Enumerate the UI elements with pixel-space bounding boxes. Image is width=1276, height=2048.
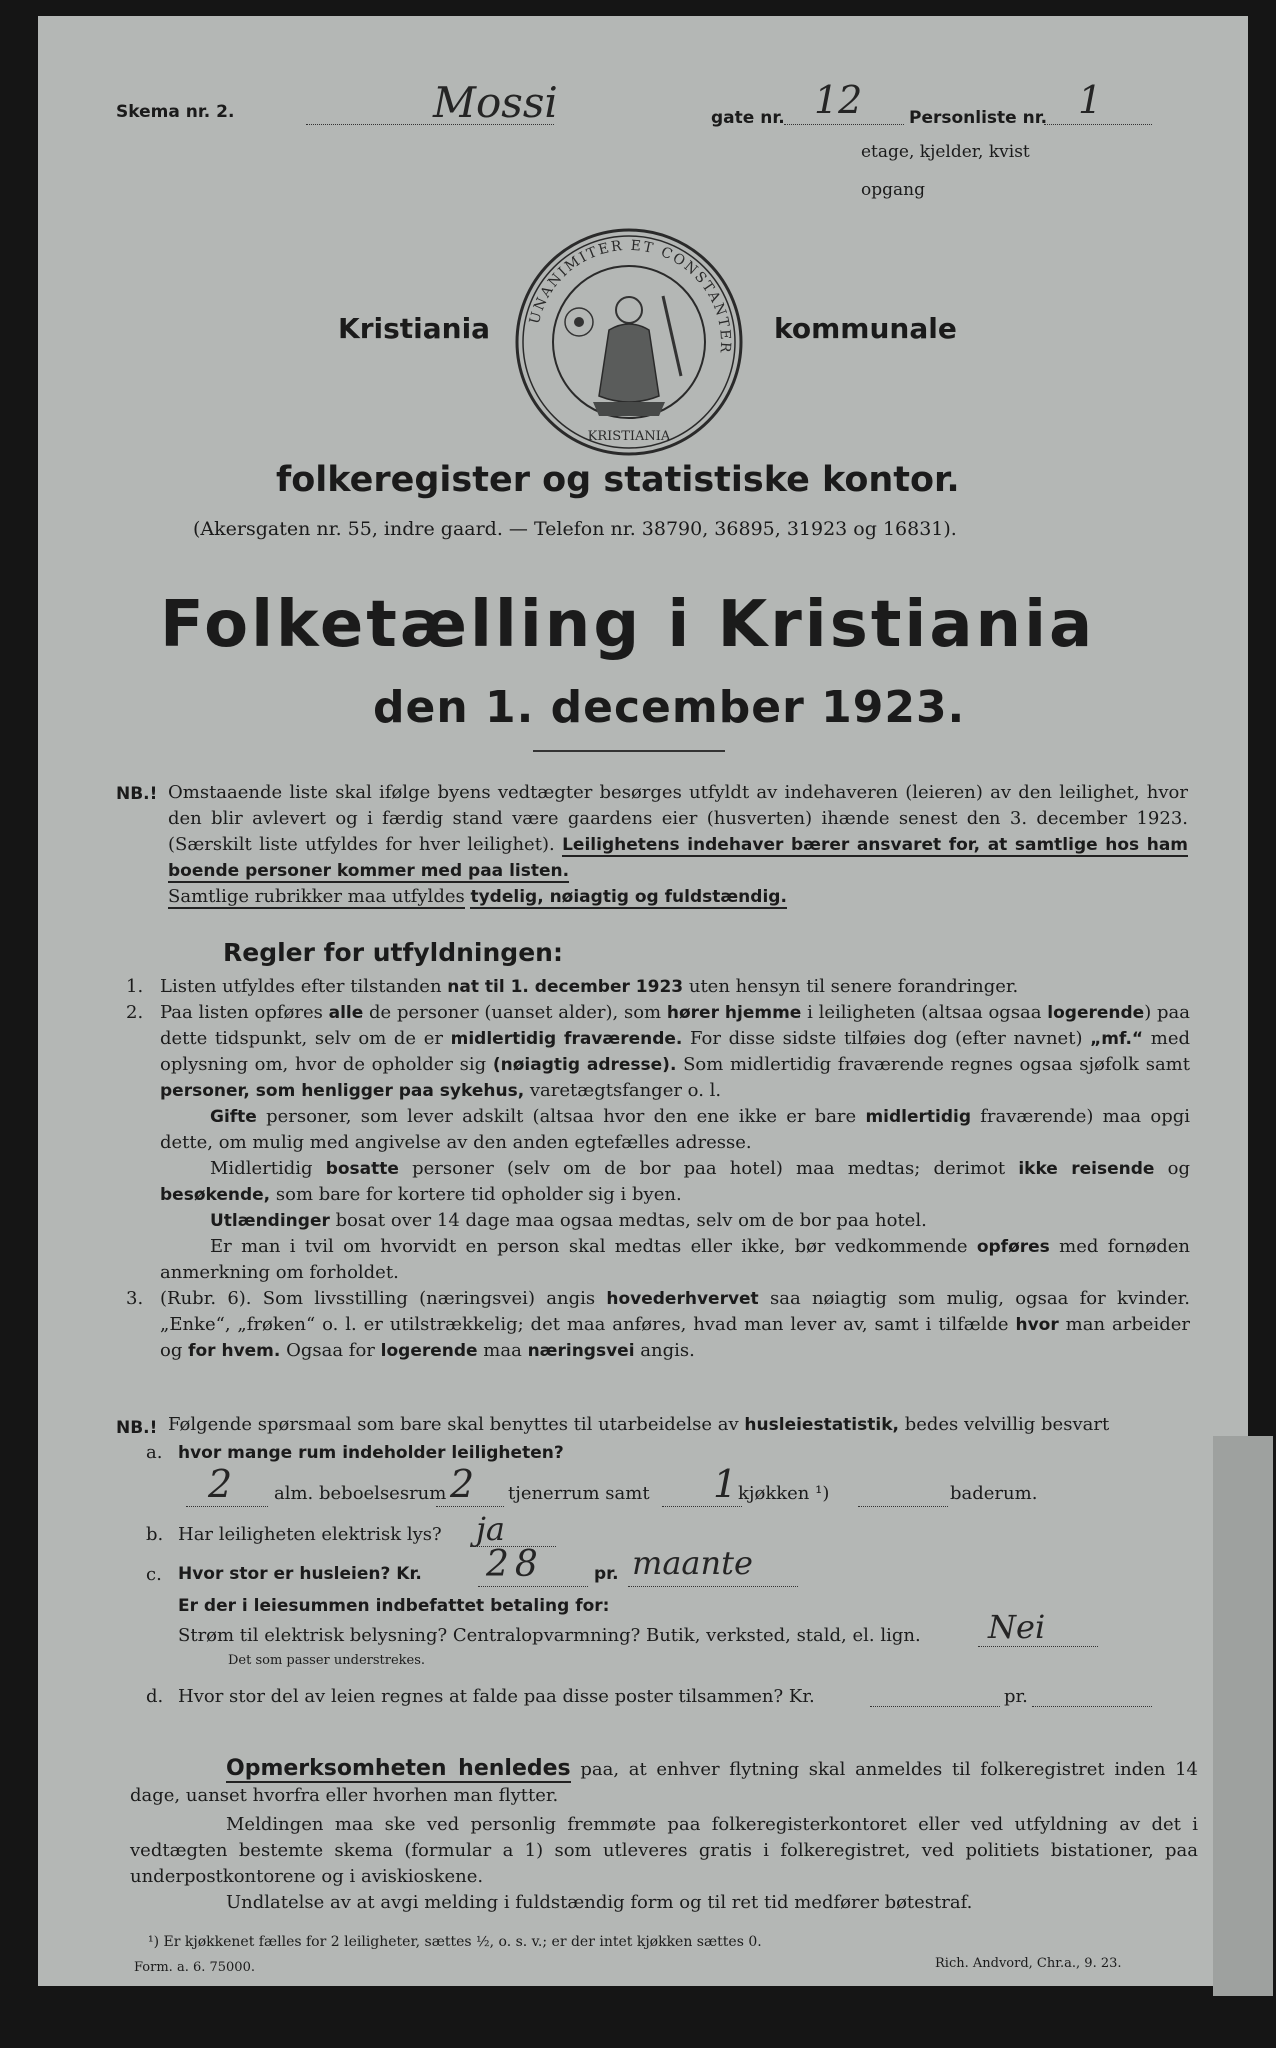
nb2-bold: husleiestatistik, bbox=[744, 1415, 899, 1435]
gate-number: 12 bbox=[814, 78, 863, 122]
utlaendinger-text: bosat over 14 dage maa ogsaa medtas, selv om de bor paa hotel. bbox=[335, 1210, 927, 1231]
etage-label: etage, kjelder, kvist bbox=[861, 142, 1030, 162]
q-c-sub: Er der i leiesummen indbefattet betaling for: bbox=[178, 1596, 610, 1616]
rule-3-bold-h: logerende bbox=[380, 1341, 478, 1361]
gifte-bold-2: midlertidig bbox=[865, 1107, 972, 1127]
notice-text-1: paa, at enhver flytning skal anmeldes til folkeregistret inden 14 dage, uanset hvorfra eller hvorhen man flytter. bbox=[130, 1759, 1198, 1806]
rule-2-text-o: varetægtsfanger o. l. bbox=[529, 1080, 722, 1101]
rule-3-bold-d: hvor bbox=[1015, 1315, 1059, 1335]
census-date: den 1. december 1923. bbox=[373, 682, 966, 733]
office-name: folkeregister og statistiske kontor. bbox=[276, 460, 960, 500]
q-d-per-line bbox=[1032, 1706, 1152, 1707]
rule-3-text-e: man arbeider og bbox=[160, 1314, 1190, 1361]
rule-3-text-a: (Rubr. 6). Som livsstilling (næringsvei) angis bbox=[160, 1288, 596, 1309]
notice-p3: Undlatelse av at avgi melding i fuldstændig form og til ret tid medfører bøtestraf. bbox=[226, 1892, 973, 1913]
rule-2-bold-d: hører hjemme bbox=[666, 1003, 802, 1023]
rule-2-bold-j: „mf.“ bbox=[1090, 1029, 1144, 1049]
rule-2-text-c: de personer (uanset alder), som bbox=[369, 1002, 662, 1023]
rooms-label: alm. beboelsesrum bbox=[274, 1483, 447, 1504]
rule-3-bold-b: hovederhvervet bbox=[606, 1289, 759, 1309]
period-line bbox=[628, 1586, 798, 1587]
gate-line bbox=[784, 124, 904, 125]
rule-2-text-g: ) paa dette tidspunkt, selv om de er bbox=[160, 1002, 1190, 1049]
kristiania-word: Kristiania bbox=[338, 312, 491, 345]
q-c-letter: c. bbox=[146, 1564, 162, 1585]
city-seal-icon bbox=[513, 226, 745, 458]
q-c-note: Det som passer understrekes. bbox=[228, 1653, 426, 1668]
nb1-text2: Samtlige rubrikker maa utfyldes bbox=[168, 886, 465, 907]
q-c-items: Strøm til elektrisk belysning? Centralopvarmning? Butik, verksted, stald, el. lign. bbox=[178, 1625, 921, 1646]
rule-3-text-k: angis. bbox=[640, 1340, 695, 1361]
midlertidig-text-3: som bare for kortere tid opholder sig i byen. bbox=[275, 1184, 682, 1205]
midlertidig-text-2: personer (selv om de bor paa hotel) maa medtas; derimot bbox=[412, 1158, 1006, 1179]
midlertidig-text: Midlertidig bbox=[210, 1158, 313, 1179]
rule-1 bbox=[160, 974, 1190, 1000]
personliste-line bbox=[1044, 124, 1152, 125]
nb1-text: Omstaaende liste skal ifølge byens vedtægter besørges utfyldt av indehaveren (leieren) av den leilighet, hvor den blir avlevert og i færdig stand være gaardens eier (husverten) ihænde senest den 3. december 1923. (Særskilt liste utfyldes for hver leilighet). bbox=[168, 782, 1188, 855]
rule-1-number: 1. bbox=[126, 976, 144, 997]
utlaendinger-bold: Utlændinger bbox=[210, 1211, 330, 1231]
notice-p1 bbox=[130, 1756, 1198, 1809]
notice-p2: Meldingen maa ske ved personlig fremmøte paa folkeregisterkontoret eller ved utfyldning av det i vedtægten bestemte skema (formular a 1) som utleveres gratis i folkeregistret, ved politiets bistationer, paa underpostkontorene og i aviskioskene. bbox=[130, 1814, 1198, 1887]
rule-2-text-i: For disse sidste tilføies dog (efter navnet) bbox=[690, 1028, 1083, 1049]
footnote: ¹) Er kjøkkenet fælles for 2 leiligheter, sættes ½, o. s. v.; er der intet kjøkken sættes 0. bbox=[148, 1934, 762, 1950]
q-b-letter: b. bbox=[146, 1524, 164, 1545]
nb2-text-c: bedes velvillig besvart bbox=[904, 1414, 1110, 1435]
gate-label: gate nr. bbox=[711, 108, 785, 128]
q-c-answer-line bbox=[978, 1646, 1098, 1647]
census-form bbox=[38, 16, 1248, 1986]
besokende-bold: besøkende, bbox=[160, 1185, 271, 1205]
og-text: og bbox=[1167, 1158, 1190, 1179]
q-a-letter: a. bbox=[146, 1442, 163, 1463]
rule-2-text-e: i leiligheten (altsaa ogsaa bbox=[807, 1002, 1042, 1023]
q-b-text: Har leiligheten elektrisk lys? bbox=[178, 1524, 442, 1545]
rule-tvil bbox=[160, 1234, 1190, 1286]
form-number: Form. a. 6. 75000. bbox=[134, 1960, 255, 1975]
q-d-letter: d. bbox=[146, 1686, 164, 1707]
rule-2-text-k: med oplysning om, hvor de opholder sig bbox=[160, 1028, 1191, 1075]
kitchen-label: kjøkken ¹) bbox=[738, 1483, 830, 1504]
rule-1-text: Listen utfyldes efter tilstanden bbox=[160, 976, 442, 997]
kommunale-word: kommunale bbox=[774, 312, 957, 345]
bosatte-bold: bosatte bbox=[325, 1159, 399, 1179]
q-d-kr-line bbox=[870, 1706, 1000, 1707]
rule-3-bold-j: næringsvei bbox=[527, 1341, 635, 1361]
rule-1-text-end: uten hensyn til senere forandringer. bbox=[688, 976, 1019, 997]
rule-2-bold-n: personer, som henligger paa sykehus, bbox=[160, 1081, 525, 1101]
nb2-label: NB.! bbox=[116, 1418, 158, 1438]
personliste-label: Personliste nr. bbox=[909, 108, 1048, 128]
opfores-bold: opføres bbox=[976, 1237, 1050, 1257]
rule-2-bold-h: midlertidig fraværende. bbox=[450, 1029, 683, 1049]
nb1-paragraph bbox=[168, 780, 1188, 910]
rooms-line bbox=[186, 1506, 268, 1507]
kitchen-line bbox=[662, 1506, 742, 1507]
nb1-label: NB.! bbox=[116, 784, 158, 804]
rule-gifte bbox=[160, 1104, 1190, 1156]
q-a-text: hvor mange rum indeholder leiligheten? bbox=[178, 1443, 564, 1463]
rule-2-bold-f: logerende bbox=[1047, 1003, 1145, 1023]
bath-line bbox=[858, 1506, 948, 1507]
rule-3-bold-f: for hvem. bbox=[188, 1341, 281, 1361]
ikke-reisende-bold: ikke reisende bbox=[1018, 1159, 1155, 1179]
rule-3-text-i: maa bbox=[483, 1340, 522, 1361]
rule-2 bbox=[160, 1000, 1190, 1104]
nb1-bold: Leilighetens indehaver bærer ansvaret for, at samtlige hos ham boende personer kommer med paa listen. bbox=[168, 835, 1189, 881]
period-handwritten: maante bbox=[632, 1544, 753, 1582]
q-b-handwritten: ja bbox=[476, 1510, 505, 1548]
tvil-text: Er man i tvil om hvorvidt en person skal medtas eller ikke, bør vedkommende bbox=[210, 1236, 968, 1257]
rule-2-bold-l: (nøiagtig adresse). bbox=[492, 1055, 677, 1075]
rule-2-text-a: Paa listen opføres bbox=[160, 1002, 323, 1023]
kitchen-handwritten: 1 bbox=[713, 1462, 738, 1506]
rent-per-label: pr. bbox=[594, 1564, 619, 1584]
q-c-handwritten: Nei bbox=[988, 1608, 1046, 1646]
servant-label: tjenerrum samt bbox=[508, 1483, 650, 1504]
rules-heading: Regler for utfyldningen: bbox=[223, 938, 563, 967]
gifte-bold: Gifte bbox=[210, 1107, 257, 1127]
rule-2-number: 2. bbox=[126, 1002, 144, 1023]
printer-mark: Rich. Andvord, Chr.a., 9. 23. bbox=[935, 1956, 1122, 1971]
rule-3-number: 3. bbox=[126, 1288, 144, 1309]
seal-ring-text: UNANIMITER ET CONSTANTER bbox=[526, 237, 734, 355]
q-d-text: Hvor stor del av leien regnes at falde paa disse poster tilsammen? Kr. bbox=[178, 1686, 815, 1707]
bath-label: baderum. bbox=[950, 1483, 1038, 1504]
q-c-text: Hvor stor er husleien? Kr. bbox=[178, 1564, 422, 1584]
personliste-number: 1 bbox=[1078, 78, 1103, 122]
rule-midlertidig bbox=[160, 1156, 1190, 1208]
skema-number: Skema nr. 2. bbox=[116, 102, 235, 122]
torn-edge bbox=[1213, 1436, 1273, 1996]
nb2-text-a: Følgende spørsmaal som bare skal benyttes til utarbeidelse av bbox=[168, 1414, 739, 1435]
office-address: (Akersgaten nr. 55, indre gaard. — Telefon nr. 38790, 36895, 31923 og 16831). bbox=[193, 518, 957, 540]
rooms-handwritten: 2 bbox=[208, 1462, 233, 1506]
servant-line bbox=[436, 1506, 504, 1507]
nb2-intro bbox=[168, 1414, 1109, 1435]
gifte-text-2: fraværende) maa opgi dette, om mulig med angivelse av den anden egtefælles adresse. bbox=[160, 1106, 1191, 1153]
nb1-bold2: tydelig, nøiagtig og fuldstændig. bbox=[470, 887, 787, 907]
gifte-text: personer, som lever adskilt (altsaa hvor den ene ikke er bare bbox=[266, 1106, 857, 1127]
rule-1-bold: nat til 1. december 1923 bbox=[447, 977, 684, 997]
notice-heading: Opmerksomheten henledes bbox=[226, 1756, 571, 1781]
rule-3-text-c: saa nøiagtig som mulig, ogsaa for kvinder. „Enke“, „frøken“ o. l. er utilstrækkelig; det maa anføres, hvad man lever av, samt i tilfælde bbox=[160, 1288, 1190, 1335]
q-d-per: pr. bbox=[1004, 1686, 1028, 1707]
street-handwritten: Mossi bbox=[433, 78, 558, 127]
rule-2-bold-a: alle bbox=[328, 1003, 364, 1023]
rent-line bbox=[478, 1586, 588, 1587]
rule-3 bbox=[160, 1286, 1190, 1364]
page-title: Folketælling i Kristiania bbox=[160, 588, 1096, 662]
rule-3-text-g: Ogsaa for bbox=[286, 1340, 375, 1361]
rule-utlaendinger bbox=[160, 1208, 1190, 1234]
servant-handwritten: 2 bbox=[450, 1462, 475, 1506]
title-rule bbox=[533, 750, 725, 752]
opgang-label: opgang bbox=[861, 180, 925, 200]
seal-bottom-text: KRISTIANIA bbox=[587, 429, 671, 444]
rule-2-text-m: Som midlertidig fraværende regnes ogsaa sjøfolk samt bbox=[683, 1054, 1190, 1075]
tvil-text-2: med fornøden anmerkning om forholdet. bbox=[160, 1236, 1190, 1283]
rent-handwritten: 28 bbox=[486, 1544, 544, 1585]
